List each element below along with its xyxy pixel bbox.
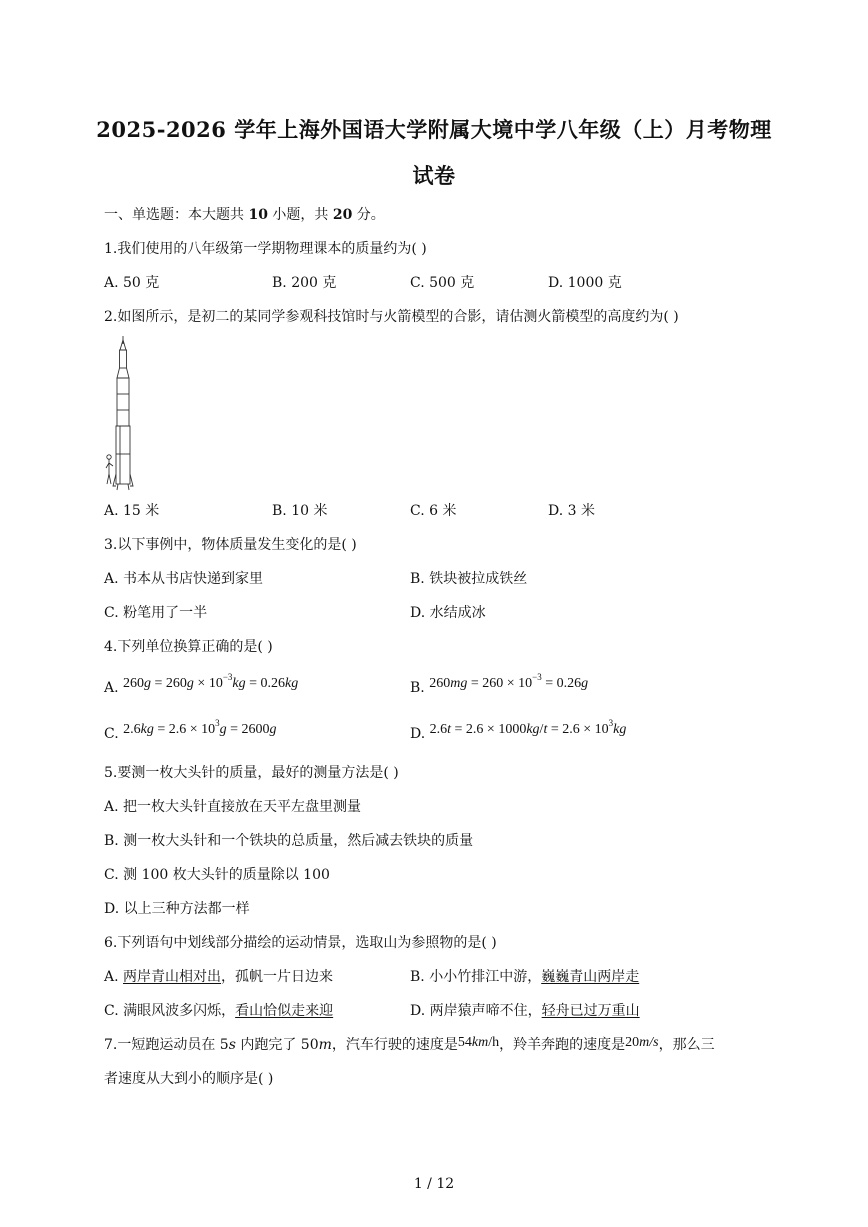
q3-option-a: A. 书本从书店快递到家里 <box>104 571 264 587</box>
question-7-stem-line2: 者速度从大到小的顺序是( ) <box>104 1071 274 1087</box>
page-title: 2025-2026 学年上海外国语大学附属大境中学八年级（上）月考物理 <box>96 117 772 142</box>
q3-option-d: D. 水结成冰 <box>410 605 486 621</box>
page-number: 1 / 12 <box>413 1176 455 1192</box>
question-6-stem: 6.下列语句中划线部分描绘的运动情景，选取山为参照物的是( ) <box>104 935 497 951</box>
q5-option-c: C. 测 100 枚大头针的质量除以 100 <box>104 867 330 883</box>
question-1-stem: 1.我们使用的八年级第一学期物理课本的质量约为( ) <box>104 241 427 257</box>
q2-option-a: A. 15 米 <box>104 503 160 519</box>
q6-option-a: A. 两岸青山相对出，孤帆一片日边来 <box>104 969 334 985</box>
q6-option-b: B. 小小竹排江中游，巍巍青山两岸走 <box>410 969 640 985</box>
q1-option-a: A. 50 克 <box>104 275 160 291</box>
section-header: 一、单选题：本大题共 10 小题，共 20 分。 <box>104 207 385 223</box>
q2-option-c: C. 6 米 <box>410 503 457 519</box>
rocket-figure <box>104 334 144 492</box>
q4-option-d: D. $2.6t = 2.6 \times 1000kg/t = 2.6 \times 10^3kg$ <box>410 718 627 742</box>
q5-option-d: D. 以上三种方法都一样 <box>104 901 250 917</box>
question-7-stem: 7.一短跑运动员在 5s 内跑完了 50m，汽车行驶的速度是54km/h，羚羊奔跑的速度是20m/s，那么三 <box>104 1035 715 1053</box>
question-4-stem: 4.下列单位换算正确的是( ) <box>104 639 273 655</box>
q4-option-a: A. $260g = 260g \times 10^{-3}kg = 0.26kg$ <box>104 672 299 696</box>
q3-option-b: B. 铁块被拉成铁丝 <box>410 571 528 587</box>
q5-option-b: B. 测一枚大头针和一个铁块的总质量，然后减去铁块的质量 <box>104 833 474 849</box>
question-2-stem: 2.如图所示，是初二的某同学参观科技馆时与火箭模型的合影，请估测火箭模型的高度约为( ) <box>104 309 679 325</box>
q1-option-b: B. 200 克 <box>272 275 337 291</box>
q3-option-c: C. 粉笔用了一半 <box>104 605 208 621</box>
q1-option-d: D. 1000 克 <box>548 275 622 291</box>
q2-option-d: D. 3 米 <box>548 503 595 519</box>
q6-option-c: C. 满眼风波多闪烁，看山恰似走来迎 <box>104 1003 334 1019</box>
q4-option-b: B. $260mg = 260 \times 10^{-3} = 0.26g$ <box>410 672 589 696</box>
question-3-stem: 3.以下事例中，物体质量发生变化的是( ) <box>104 537 357 553</box>
question-5-stem: 5.要测一枚大头针的质量，最好的测量方法是( ) <box>104 765 399 781</box>
q5-option-a: A. 把一枚大头针直接放在天平左盘里测量 <box>104 799 362 815</box>
q2-option-b: B. 10 米 <box>272 503 328 519</box>
q4-option-c: C. $2.6kg = 2.6 \times 10^3g = 2600g$ <box>104 718 277 742</box>
page-title-line2: 试卷 <box>412 163 456 188</box>
q1-option-c: C. 500 克 <box>410 275 475 291</box>
q6-option-d: D. 两岸猿声啼不住，轻舟已过万重山 <box>410 1003 640 1019</box>
